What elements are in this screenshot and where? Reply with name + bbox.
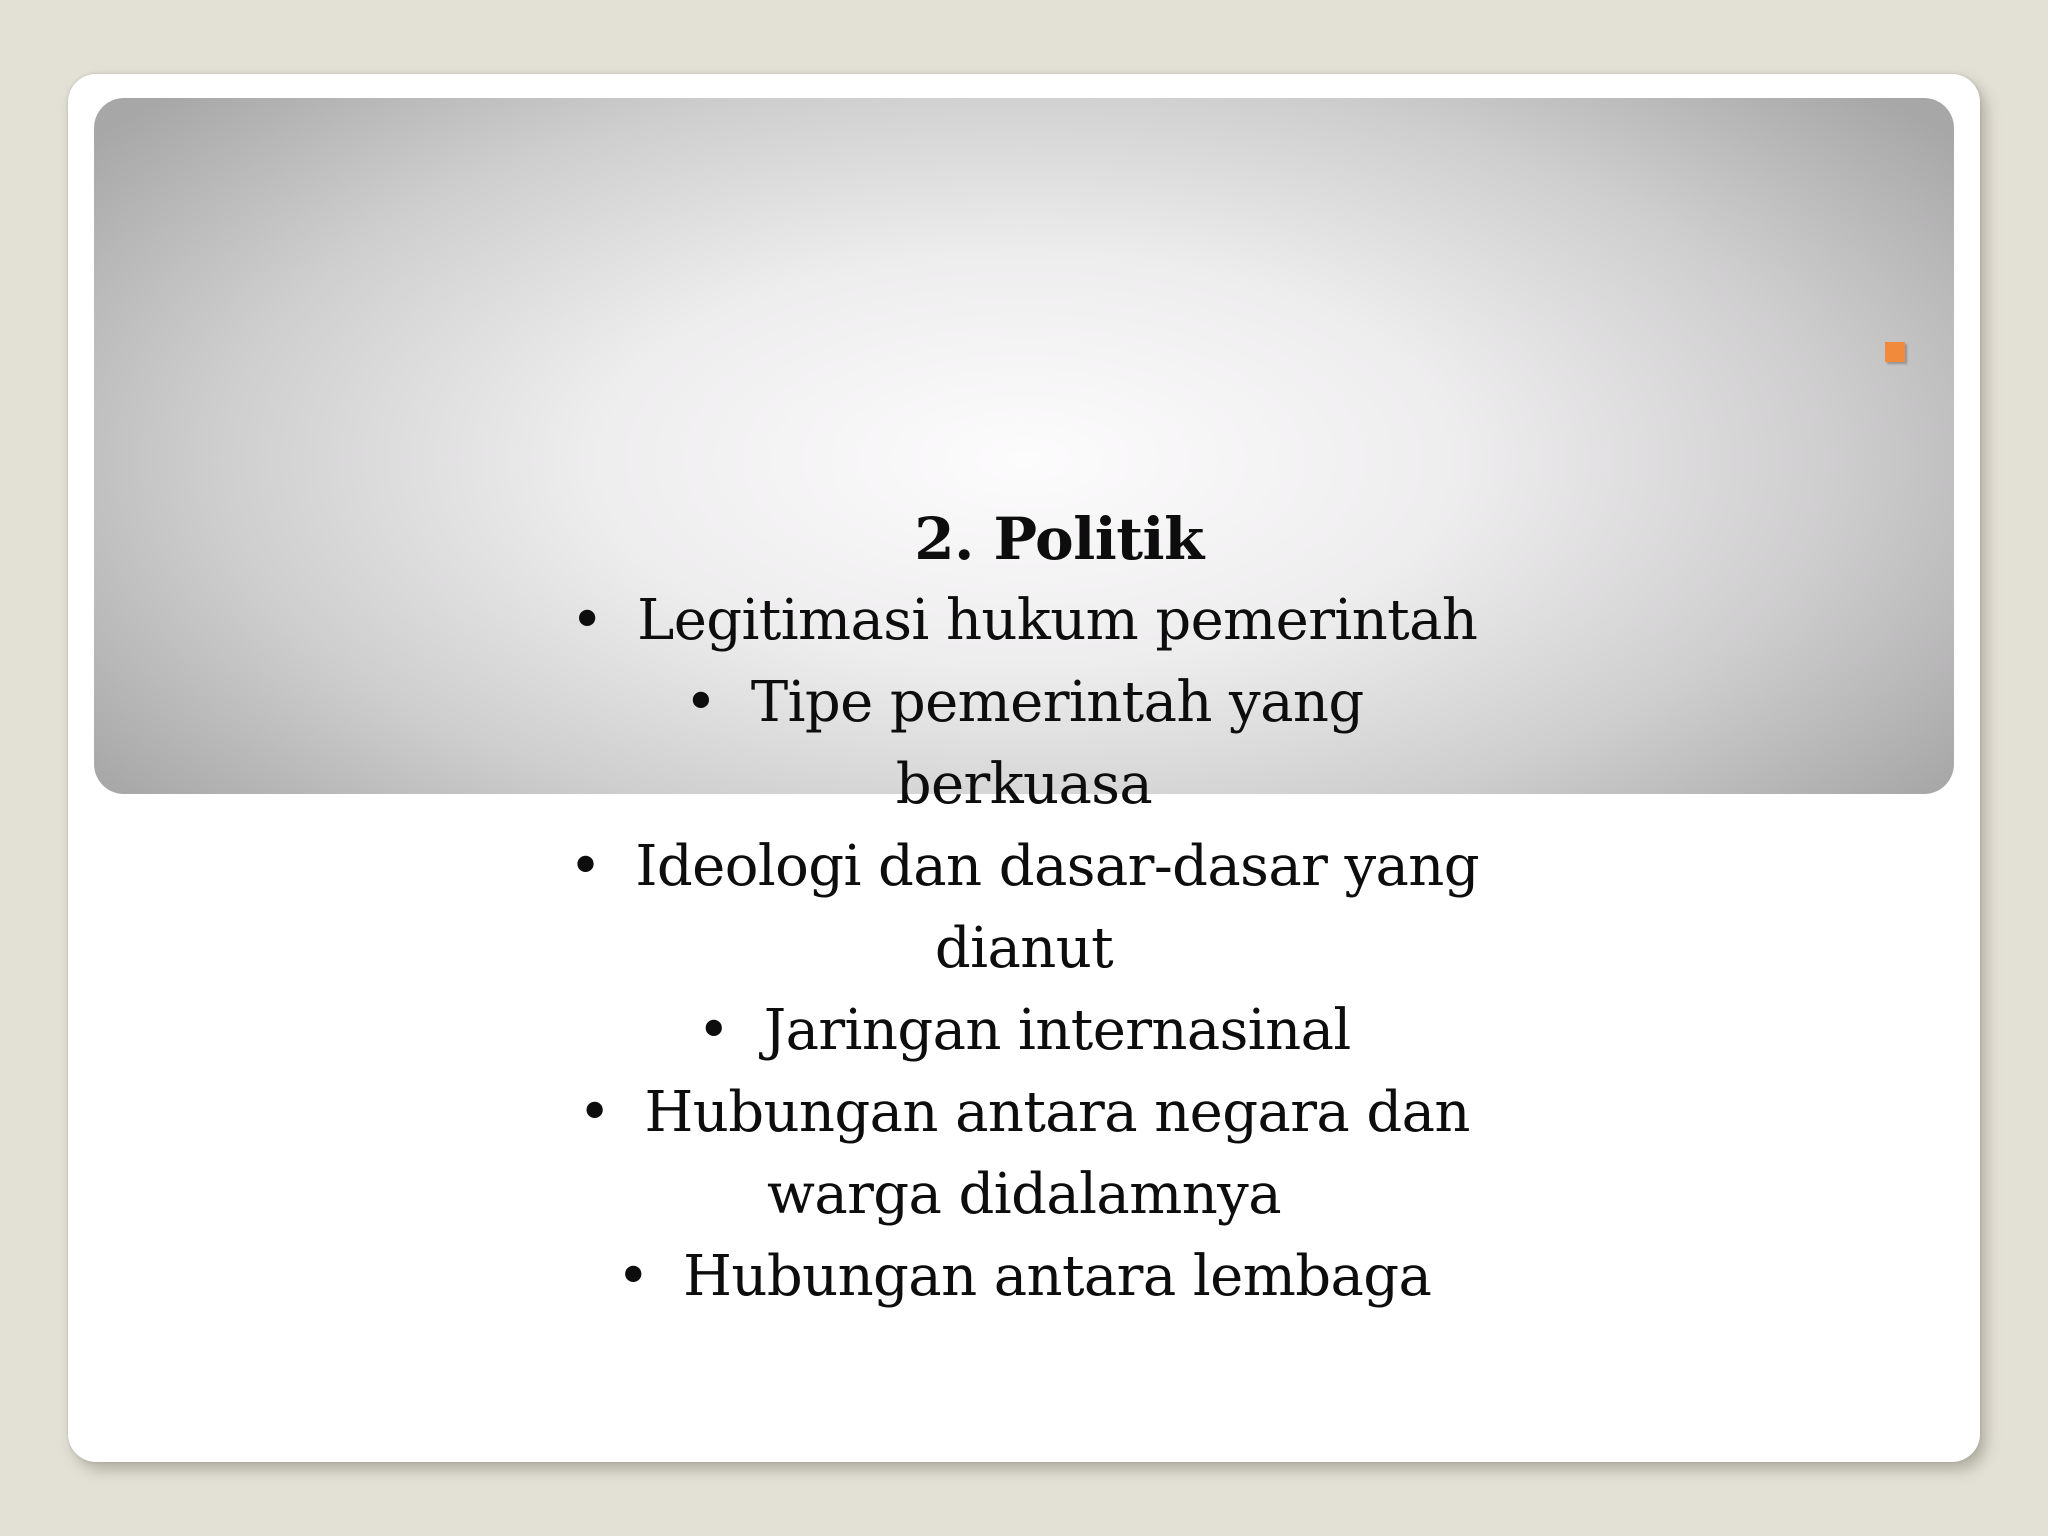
list-item-label: Hubungan antara lembaga [683,1244,1432,1309]
bullet-icon: • [697,998,730,1063]
bullet-icon: • [684,670,717,735]
bullet-icon: • [616,1244,650,1309]
list-item [564,1072,1484,1236]
list-item-label: Ideologi dan dasar-dasar yang dianut [635,834,1480,981]
bullet-icon: • [578,1080,611,1145]
accent-square-icon [1885,342,1905,362]
list-item-label: Legitimasi hukum pemerintah [637,588,1478,653]
bullet-icon: • [570,588,604,653]
list-item [564,990,1484,1072]
list-item-label: Jaringan internasinal [763,998,1351,1063]
list-item [564,662,1484,826]
bullet-icon: • [568,834,602,899]
list-item-label: Hubungan antara negara dan warga didalamnya [644,1080,1470,1227]
list-item [564,1236,1484,1318]
slide-heading: 2. Politik [914,505,1204,573]
slide-content [0,498,2048,1318]
bullet-list [0,580,2048,1318]
list-item-label: Tipe pemerintah yang berkuasa [750,670,1364,817]
list-item [564,580,1484,662]
list-item [564,826,1484,990]
